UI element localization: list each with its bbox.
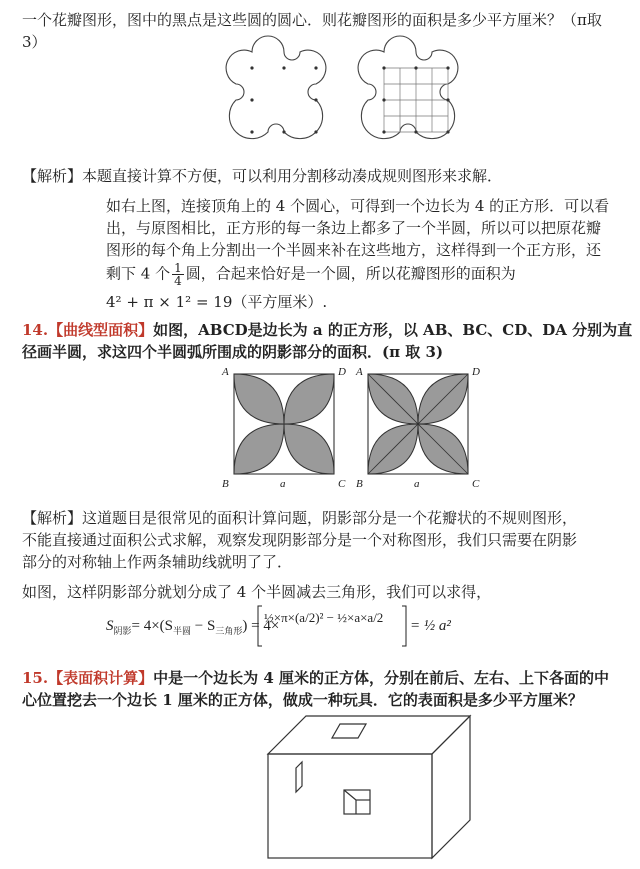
q13-p1: 如右上图，连接顶角上的 4 个圆心，可得到一个边长为 4 的正方形．可以看 — [106, 197, 610, 215]
q14-s3: 部分的对称轴上作两条辅助线就明了了． — [22, 553, 293, 571]
q14-formula — [106, 616, 279, 641]
q14-s2: 不能直接通过面积公式求解，观察发现阴影部分是一个对称图形，我们只需要在阴影 — [22, 531, 578, 549]
cube-figure — [268, 716, 470, 858]
label-a-left: a — [280, 478, 286, 490]
formula-minus: − S — [191, 618, 216, 634]
q15-line2: 心位置挖去一个边长 1 厘米的正方体，做成一种玩具．它的表面积是多少平方厘米？ — [22, 691, 583, 709]
q13-p2: 出，与原图相比，正方形的每一条边上都多了一个半圆，所以可以把原花瓣 — [106, 219, 602, 237]
q14-line1 — [22, 320, 632, 340]
q15-text1: 中是一个边长为 4 厘米的正方体，分别在前后、左右、上下各面的中 — [153, 669, 610, 687]
formula-bracket-body: ½×π×(a/2)² − ½×a×a/2 — [264, 610, 384, 625]
flower-centers-left — [250, 66, 317, 133]
formula-rest: ) = 4× — [242, 618, 280, 634]
formula-sub-semicircle: 半圆 — [173, 626, 192, 636]
q14-solution-tag: 【解析】 — [22, 509, 83, 527]
q13-p4 — [106, 262, 516, 287]
fraction-numerator: 1 — [174, 261, 182, 275]
q13-p3: 图形的每个角上分割出一个半圆来补在这些地方，这样得到一个正方形，还 — [106, 241, 602, 259]
q14-tag: 【曲线型面积】 — [48, 321, 154, 339]
formula-sub-triangle: 三角形 — [215, 626, 243, 636]
grid-right — [384, 68, 448, 132]
label-D-right: D — [472, 366, 480, 378]
q14-square-left — [234, 374, 334, 474]
label-C-right: C — [472, 478, 480, 490]
formula-result: = ½ a² — [410, 618, 451, 634]
flower-figure-left — [226, 36, 326, 139]
q13-line2: 3） — [22, 33, 47, 51]
formula-mid: = 4×(S — [131, 618, 174, 634]
q15-tag: 【表面积计算】 — [48, 669, 154, 687]
q13-line1: 一个花瓣图形，图中的黑点是这些圆的圆心．则花瓣图形的面积是多少平方厘米？（π取 — [22, 11, 602, 29]
q14-text1: 如图，ABCD是边长为 a 的正方形，以 AB、BC、CD、DA 分别为直 — [153, 321, 633, 339]
q15-number: 15. — [22, 669, 49, 687]
label-B-right: B — [356, 478, 363, 490]
label-B-left: B — [222, 478, 229, 490]
formula-S: S — [106, 618, 114, 634]
q14-solution-line1 — [22, 508, 577, 528]
q15-line1 — [22, 668, 609, 688]
q13-solution — [22, 166, 502, 186]
fraction-denominator: 4 — [174, 274, 182, 288]
q13-solution-text: 本题直接计算不方便，可以利用分割移动凑成规则图形来求解． — [82, 167, 503, 185]
q13-p4-a: 剩下 4 个 — [106, 264, 171, 283]
quarter-fraction — [172, 262, 184, 287]
q14-s1: 这道题目是很常见的面积计算问题，阴影部分是一个花瓣状的不规则图形， — [82, 509, 578, 527]
label-a-right: a — [414, 478, 420, 490]
q14-square-right — [368, 374, 468, 474]
label-C-left: C — [338, 478, 346, 490]
q13-p4-b: 圆，合起来恰好是一个圆，所以花瓣图形的面积为 — [185, 264, 516, 283]
label-D-left: D — [338, 366, 346, 378]
label-A-left: A — [222, 366, 229, 378]
q13-solution-tag: 【解析】 — [22, 167, 83, 185]
label-A-right: A — [356, 366, 363, 378]
q13-formula: 4² + π × 1² = 19（平方厘米）. — [106, 293, 328, 311]
flower-figure-right — [358, 36, 458, 139]
formula-end: a² — [438, 618, 451, 634]
q14-number: 14. — [22, 321, 49, 339]
q14-line2: 径画半圆，求这四个半圆弧所围成的阴影部分的面积．(π 取 3) — [22, 343, 444, 361]
formula-sub-shadow: 阴影 — [113, 626, 132, 636]
q14-s4: 如图，这样阴影部分就划分成了 4 个半圆减去三角形，我们可以求得， — [22, 583, 492, 601]
